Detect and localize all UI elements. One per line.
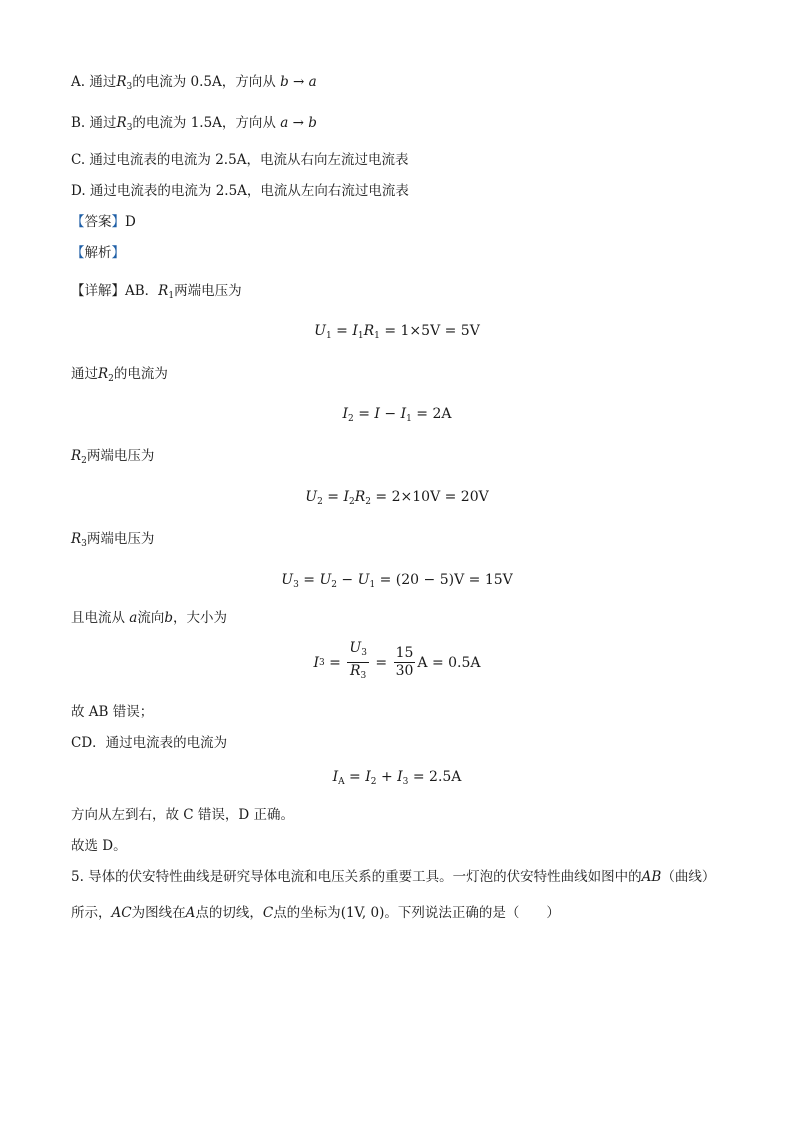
text-r2-voltage bbox=[71, 446, 154, 471]
analysis-heading bbox=[71, 243, 125, 263]
answer-line bbox=[71, 212, 136, 232]
text-r2-current-sub: 2 bbox=[108, 374, 114, 384]
equation-ia bbox=[0, 767, 794, 792]
equation-i2 bbox=[0, 404, 794, 429]
eq6-rest: = 2.5A bbox=[408, 769, 462, 785]
eq5-denominator bbox=[348, 663, 368, 685]
eq2-mid: = I − bbox=[353, 406, 401, 422]
text-ab-wrong: 故 AB 错误； bbox=[71, 704, 154, 720]
eq5-lhs-sub: 3 bbox=[319, 657, 325, 668]
eq4-rest: = (20 − 5)V = 15V bbox=[375, 572, 513, 588]
option-b-label: B. bbox=[71, 115, 86, 131]
eq2-i1-sub: 1 bbox=[406, 414, 412, 424]
eq5-num-var: U bbox=[349, 640, 362, 656]
detail-sub: 1 bbox=[168, 291, 175, 301]
eq5-lhs: I bbox=[313, 654, 319, 671]
eq4-u1: U bbox=[357, 572, 370, 588]
q5-line2-pre: 所示， bbox=[71, 905, 112, 921]
eq2-i1: I bbox=[400, 406, 407, 422]
option-a-label: A. bbox=[71, 74, 86, 90]
option-a-text2: 的电流为 0.5A，方向从 bbox=[132, 74, 276, 90]
analysis-bracket-open: 【 bbox=[71, 245, 85, 261]
answer-value: D bbox=[125, 214, 136, 230]
text-direction: 方向从左到右，故 C 错误，D 正确。 bbox=[71, 807, 295, 823]
text-r2-current-post: 的电流为 bbox=[113, 366, 168, 382]
text-current-direction bbox=[71, 608, 227, 628]
eq5-equals2: = bbox=[370, 654, 392, 671]
q5-line2-coord: (1V, 0) bbox=[340, 905, 385, 921]
text-r2-voltage-var: R bbox=[71, 448, 82, 464]
eq1-rest: = 1×5V = 5V bbox=[379, 323, 480, 339]
eq3-i-sub: 2 bbox=[348, 497, 355, 507]
text-choose: 故选 D。 bbox=[71, 838, 127, 854]
eq5-den-sub: 3 bbox=[360, 671, 367, 681]
eq5-rest: A = 0.5A bbox=[417, 654, 481, 671]
q5-line1-pre: 5. 导体的伏安特性曲线是研究导体电流和电压关系的重要工具。一灯泡的伏安特性曲线如图中的 bbox=[71, 869, 642, 885]
eq6-plus: + bbox=[376, 769, 398, 785]
eq4-u2-sub: 2 bbox=[331, 580, 337, 590]
option-b-from: a bbox=[280, 115, 289, 131]
q5-line2-c: C bbox=[262, 905, 274, 921]
eq5-frac-15-30 bbox=[394, 645, 416, 680]
detail-line bbox=[71, 281, 242, 306]
option-b-text2: 的电流为 1.5A，方向从 bbox=[132, 115, 276, 131]
q5-line2-ac: AC bbox=[111, 905, 132, 921]
text-r3-voltage-var: R bbox=[71, 531, 82, 547]
eq6-equals: = bbox=[344, 769, 366, 785]
option-a[interactable] bbox=[71, 72, 317, 97]
option-b-var: R bbox=[116, 115, 127, 131]
eq6-lhs-sub: A bbox=[338, 777, 345, 787]
answer-bracket-open: 【 bbox=[71, 214, 85, 230]
eq4-equals: = bbox=[298, 572, 320, 588]
q5-line2-mid3: 点的坐标为 bbox=[273, 905, 341, 921]
text-r2-voltage-post: 两端电压为 bbox=[86, 448, 155, 464]
option-a-arrow: → bbox=[293, 74, 305, 90]
text-current-dir-post: ，大小为 bbox=[173, 610, 228, 626]
detail-var: R bbox=[158, 283, 169, 299]
equation-u1 bbox=[0, 321, 794, 346]
eq1-lhs-sub: 1 bbox=[325, 331, 332, 341]
eq2-lhs-sub: 2 bbox=[348, 414, 354, 424]
eq5-numerator bbox=[347, 640, 369, 663]
eq2-lhs: I bbox=[342, 406, 349, 422]
eq6-i3-sub: 3 bbox=[402, 777, 409, 787]
eq6-i2: I bbox=[365, 769, 371, 785]
equation-u2 bbox=[0, 487, 794, 512]
equation-u3 bbox=[0, 570, 794, 595]
eq5-num-sub: 3 bbox=[361, 648, 367, 658]
eq3-lhs-sub: 2 bbox=[317, 497, 323, 507]
text-current-dir-from: a bbox=[129, 610, 138, 626]
eq5-row bbox=[313, 640, 480, 685]
option-b-arrow: → bbox=[292, 115, 304, 131]
option-a-sub: 3 bbox=[126, 82, 133, 92]
eq4-lhs: U bbox=[281, 572, 294, 588]
eq3-lhs: U bbox=[305, 489, 318, 505]
eq5-num2: 15 bbox=[395, 645, 414, 661]
option-a-to: a bbox=[308, 74, 317, 90]
eq3-r-sub: 2 bbox=[365, 497, 371, 507]
eq4-minus: − bbox=[336, 572, 358, 588]
eq3-equals: = bbox=[322, 489, 344, 505]
eq5-equals1: = bbox=[324, 654, 346, 671]
question-5-line-2 bbox=[71, 903, 560, 923]
analysis-label: 解析 bbox=[84, 245, 112, 261]
text-current-dir-mid: 流向 bbox=[137, 610, 165, 626]
eq1-r-sub: 1 bbox=[374, 331, 380, 341]
detail-head: 【详解】AB． bbox=[71, 283, 159, 299]
eq1-i: I bbox=[352, 323, 358, 339]
equation-i3 bbox=[0, 640, 794, 684]
q5-line2-post: 。下列说法正确的是（ ） bbox=[384, 905, 560, 921]
eq5-den-var: R bbox=[350, 663, 361, 679]
text-r2-current bbox=[71, 364, 168, 389]
detail-tail: 两端电压为 bbox=[174, 283, 242, 299]
text-cd: CD．通过电流表的电流为 bbox=[71, 735, 228, 751]
q5-line1-ab: AB bbox=[641, 869, 662, 885]
option-c[interactable]: C. 通过电流表的电流为 2.5A，电流从右向左流过电流表 bbox=[71, 152, 409, 168]
q5-line2-mid2: 点的切线， bbox=[195, 905, 263, 921]
eq3-i: I bbox=[343, 489, 349, 505]
eq6-i2-sub: 2 bbox=[370, 777, 377, 787]
eq2-rest: = 2A bbox=[411, 406, 452, 422]
text-current-dir-pre: 且电流从 bbox=[71, 610, 130, 626]
option-a-var: R bbox=[116, 74, 127, 90]
q5-line2-a: A bbox=[185, 905, 196, 921]
analysis-bracket-close: 】 bbox=[111, 245, 125, 261]
text-r2-current-pre: 通过 bbox=[71, 366, 98, 382]
eq1-equals: = bbox=[331, 323, 353, 339]
eq1-r: R bbox=[363, 323, 375, 339]
text-r3-voltage-post: 两端电压为 bbox=[86, 531, 155, 547]
option-b-sub: 3 bbox=[126, 123, 133, 133]
eq4-u2: U bbox=[319, 572, 332, 588]
text-r2-current-var: R bbox=[98, 366, 109, 382]
answer-label: 答案 bbox=[84, 214, 112, 230]
text-r3-voltage-sub: 3 bbox=[81, 539, 87, 549]
question-5-line-1 bbox=[71, 867, 715, 887]
q5-line2-mid1: 为图线在 bbox=[131, 905, 186, 921]
eq1-i-sub: 1 bbox=[357, 331, 364, 341]
eq6-lhs: I bbox=[332, 769, 339, 785]
option-b-text1: 通过 bbox=[89, 115, 117, 131]
option-a-text1: 通过 bbox=[89, 74, 117, 90]
option-a-from: b bbox=[280, 74, 289, 90]
eq3-rest: = 2×10V = 20V bbox=[370, 489, 489, 505]
text-r2-voltage-sub: 2 bbox=[81, 456, 87, 466]
q5-line1-post: （曲线） bbox=[661, 869, 716, 885]
eq3-r: R bbox=[354, 489, 366, 505]
eq4-lhs-sub: 3 bbox=[293, 580, 299, 590]
option-d[interactable]: D. 通过电流表的电流为 2.5A，电流从左向右流过电流表 bbox=[71, 183, 409, 199]
option-b-to: b bbox=[308, 115, 317, 131]
eq5-frac-u3-r3 bbox=[347, 640, 369, 685]
eq4-u1-sub: 1 bbox=[369, 580, 376, 590]
answer-bracket-close: 】 bbox=[111, 214, 125, 230]
eq1-lhs: U bbox=[314, 323, 326, 339]
eq5-den2: 30 bbox=[395, 663, 414, 679]
text-current-dir-to: b bbox=[164, 610, 174, 626]
option-b[interactable] bbox=[71, 113, 317, 138]
eq6-i3: I bbox=[397, 769, 403, 785]
text-r3-voltage bbox=[71, 529, 154, 554]
